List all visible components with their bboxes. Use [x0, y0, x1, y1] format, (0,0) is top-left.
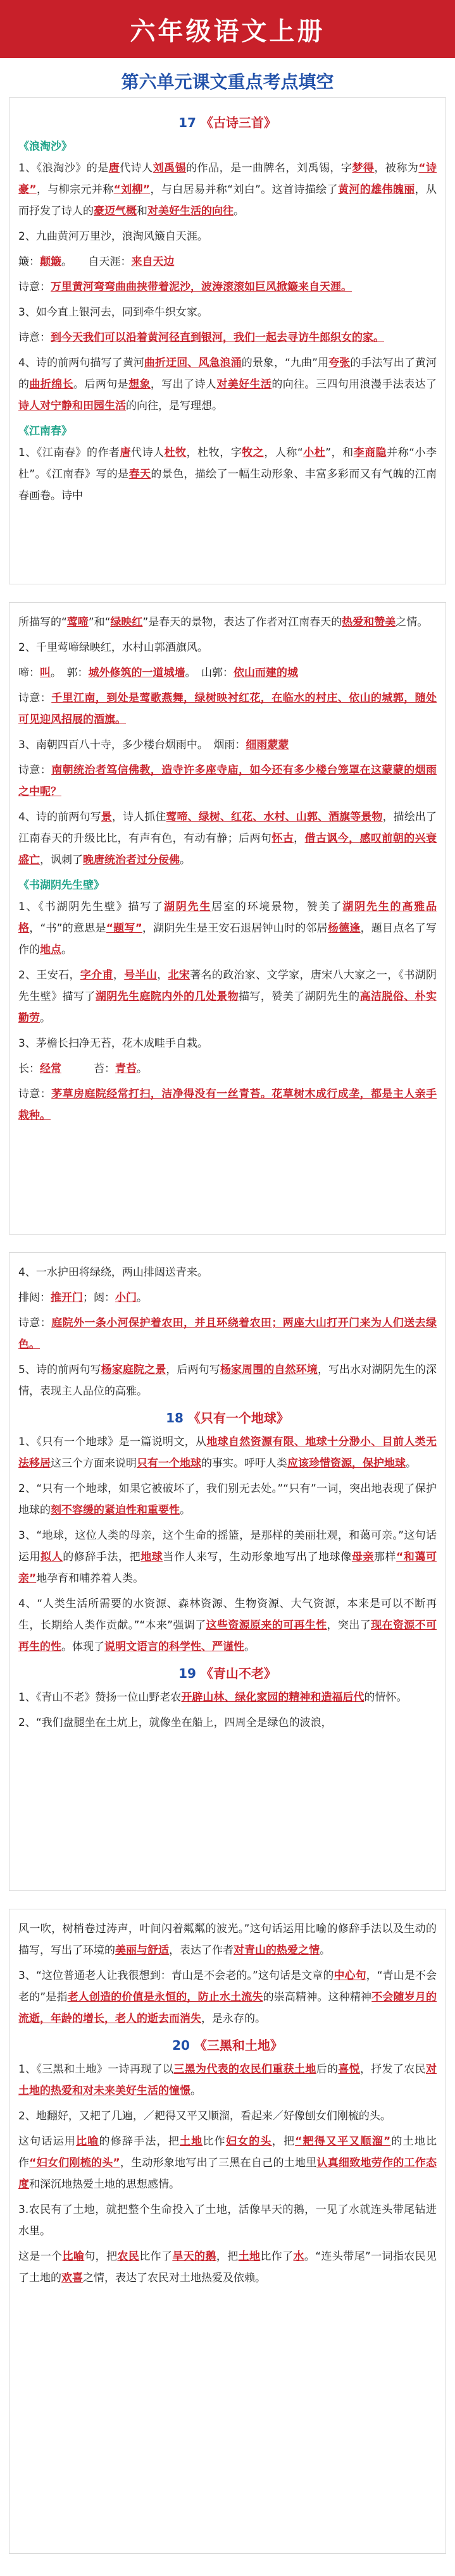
- paragraph: [18, 1033, 437, 1054]
- text-segment: 的向往，是写理想。: [126, 400, 223, 412]
- text-segment: 的情怀。: [364, 1691, 408, 1704]
- answer-text: 杨德逢: [327, 922, 361, 935]
- answer-text: 拟人: [41, 1551, 63, 1563]
- answer-text: 万里黄河弯弯曲曲挟带着泥沙，波涛滚滚如巨风掀簸来自天涯。: [51, 281, 352, 293]
- text-segment: 的崇高精神。这种精神: [263, 1991, 372, 2004]
- text-segment: 地孕育和哺养着人类。: [36, 1572, 144, 1585]
- text-segment: ，表达了作者: [169, 1944, 234, 1957]
- section-title: 《古诗三首》: [200, 115, 277, 130]
- text-segment: ，后两句写: [166, 1364, 220, 1376]
- text-segment: 2、地翻好，又耙了几遍，／耙得又平又顺溜，看起来／好像刨女们刚梳的头。: [18, 2110, 391, 2123]
- answer-text: 对美好生活: [216, 378, 272, 391]
- answer-text: 细雨蒙蒙: [246, 739, 289, 751]
- answer-text: 刘禹锡: [153, 162, 187, 175]
- section-heading-18: [18, 1407, 437, 1429]
- paragraph: [18, 352, 437, 417]
- paragraph: [18, 1262, 437, 1283]
- answer-text: 字介甫: [80, 969, 113, 982]
- answer-text: 绿映红: [110, 616, 143, 629]
- paragraph: [18, 806, 437, 871]
- paragraph: [18, 1712, 437, 1734]
- text-segment: 。: [234, 205, 244, 218]
- answer-text: 喜悦: [338, 2063, 361, 2076]
- paragraph: [18, 251, 437, 273]
- paragraph: [18, 964, 437, 1029]
- answer-text: 城外修筑的一道城墙: [88, 667, 185, 679]
- text-segment: ，把: [216, 2250, 239, 2263]
- text-segment: 2、“只有一个地球，如果它被破坏了，我们别无去处。”“只有”一词，突出地表现了保护地球的: [18, 1482, 437, 1517]
- answer-text: 对美好生活的向往: [147, 205, 234, 218]
- text-segment: 这是一个: [18, 2250, 63, 2263]
- text-segment: 2、“我们盘腿坐在土炕上，就像坐在船上，四周全是绿色的波浪，: [18, 1716, 332, 1729]
- text-segment: 和深沉地热爱土地的思想感情。: [29, 2178, 180, 2191]
- text-segment: 的手法写出了黄河的: [18, 357, 437, 391]
- text-segment: 。: [180, 854, 190, 866]
- text-segment: ，抒发了农民: [360, 2063, 427, 2076]
- paragraph: [18, 1083, 437, 1126]
- answer-text: 经常: [40, 1063, 61, 1075]
- text-segment: 4、诗的前两句写: [18, 811, 101, 823]
- text-segment: 1、《三黑和土地》一诗再现了以: [18, 2063, 174, 2076]
- paragraph: [18, 1287, 437, 1309]
- answer-text: 春天: [128, 468, 151, 481]
- answer-text: 认真细致地劳作的工作态度: [18, 2157, 437, 2191]
- answer-text: 应该珍惜资源，保护地球: [287, 1457, 406, 1470]
- text-segment: 所描写的“: [18, 616, 67, 629]
- answer-text: 这些资源原来的可再生性: [206, 1619, 327, 1632]
- text-segment: 后的: [316, 2063, 339, 2076]
- answer-text: 南朝统治者笃信佛教，造寺许多座寺庙，如今还有多少楼台笼罩在这蒙蒙的烟雨之中呢？: [18, 764, 437, 798]
- answer-text: 比喻: [76, 2135, 99, 2148]
- text-segment: 风一吹，树梢卷过涛声，叶间闪着粼粼的波光。”这句话运用比喻的修辞手法以及生动的描写，写出了环境的: [18, 1923, 437, 1957]
- text-segment: 居室的环境景物，赞美了: [211, 901, 343, 913]
- answer-text: 青苔: [115, 1063, 137, 1075]
- answer-text: 母亲: [351, 1551, 374, 1563]
- paragraph: [18, 1593, 437, 1658]
- answer-text: 借古讽今，感叹前朝的兴衰盛亡: [18, 832, 437, 866]
- text-segment: 。体现了: [61, 1641, 104, 1653]
- paragraph: [18, 687, 437, 730]
- text-segment: 的修辞手法，把: [63, 1551, 141, 1563]
- text-segment: 3、南朝四百八十寺，多少楼台烟雨中。 烟雨：: [18, 739, 246, 751]
- text-segment: 1、《青山不老》赞扬一位山野老农: [18, 1691, 182, 1704]
- section-number: 17: [178, 115, 196, 130]
- answer-text: 诗人对宁静和田园生活: [18, 400, 126, 412]
- answer-text: 欢喜: [61, 2272, 83, 2284]
- text-segment: 5、诗的前两句写: [18, 1364, 101, 1376]
- answer-text: 热爱和赞美: [342, 616, 396, 629]
- answer-text: 依山而建的城: [234, 667, 298, 679]
- answer-text: 比喻: [62, 2250, 85, 2263]
- answer-text: “和蔼可亲”: [18, 1551, 437, 1585]
- answer-text: 旱天的鹅: [172, 2250, 216, 2263]
- answer-text: 推开门: [51, 1291, 83, 1304]
- text-segment: 的作品，是一曲牌名，刘禹锡，字: [186, 162, 352, 175]
- text-segment: 代诗人: [120, 162, 153, 175]
- answer-text: 杜牧: [164, 447, 187, 459]
- text-segment: ，写出了诗人: [150, 378, 217, 391]
- text-segment: ，杜牧，字: [186, 447, 242, 459]
- text-segment: ，“书”的意思是: [29, 922, 106, 935]
- answer-text: 晚唐统治者过分佞佛: [83, 854, 180, 866]
- answer-text: 景: [101, 811, 112, 823]
- text-segment: 3.农民有了土地，就把整个生命投入了土地，活像早天的鹅，一见了水就连头带尾钻进水里。: [18, 2203, 437, 2238]
- section-title: 《三黑和土地》: [194, 2038, 283, 2053]
- paragraph: [18, 302, 437, 323]
- section-number: 19: [178, 1666, 196, 1681]
- text-segment: 。: [320, 1944, 330, 1957]
- page-header: [0, 0, 455, 58]
- text-segment: ，湖阴先生是王安石退居钟山时的邻居: [142, 922, 328, 935]
- answer-text: 高洁脱俗、朴实勤劳: [18, 990, 437, 1025]
- text-segment: 诗意：: [18, 331, 51, 344]
- answer-text: 水: [293, 2250, 304, 2263]
- text-segment: 之情。: [396, 616, 428, 629]
- answer-text: 唐: [120, 447, 132, 459]
- answer-text: 想象: [128, 378, 151, 391]
- text-segment: 比作了: [260, 2250, 294, 2263]
- answer-text: 小杜: [302, 447, 326, 459]
- paragraph: [18, 637, 437, 658]
- text-segment: 4、“人类生活所需要的水资源、森林资源、生物资源、大气资源，本来是可以不断再生，长期给人类作贡献。”“本来”强调了: [18, 1598, 437, 1632]
- text-segment: ，被称为: [374, 162, 419, 175]
- text-segment: 这三个方面来说明: [51, 1457, 137, 1470]
- answer-text: 莺啼、绿树、红花、水村、山郭、酒旗等景物: [166, 811, 383, 823]
- section-title: 《青山不老》: [200, 1666, 277, 1681]
- paragraph: [18, 226, 437, 247]
- paragraph: [18, 760, 437, 803]
- section-heading-20: [18, 2035, 437, 2056]
- text-segment: 啼：: [18, 667, 40, 679]
- paragraph: [18, 157, 437, 222]
- text-segment: ，与白居易并称“刘白”。这首诗描绘了: [150, 183, 338, 196]
- text-segment: 。: [137, 1291, 147, 1304]
- answer-text: 夸张: [328, 357, 351, 369]
- paragraph: [18, 2059, 437, 2102]
- paragraph: [18, 1478, 437, 1521]
- answer-text: 小门: [115, 1291, 137, 1304]
- text-segment: ，诗人抓住: [111, 811, 166, 823]
- paragraph: [18, 2246, 437, 2289]
- text-segment: 。 自天涯：: [61, 256, 132, 268]
- text-segment: ，“青山是不会老的”是指: [18, 1969, 437, 2004]
- paragraph: [18, 442, 437, 507]
- answer-text: “诗豪”: [18, 162, 437, 196]
- answer-text: 中心句: [333, 1969, 366, 1982]
- text-segment: 的修辞手法，把: [99, 2135, 180, 2148]
- text-segment: ，生动形象地写出了三黑在自己的土地里: [120, 2157, 317, 2169]
- answer-text: 杨家周围的自然环境: [220, 1364, 318, 1376]
- text-segment: 。“连头带尾”一词指农民见了土地的: [18, 2250, 437, 2284]
- text-segment: 的土地比作: [18, 2135, 437, 2169]
- answer-text: 千里江南，到处是莺歌燕舞，绿树映衬红花，在临水的村庄、依山的城郭，随处可见迎风招展的酒旗。: [18, 692, 437, 726]
- text-segment: 诗意：: [18, 764, 52, 777]
- text-segment: ，突出了: [327, 1619, 371, 1632]
- answer-text: 到今天我们可以沿着黄河径直到银河，我们一起去寻访牛郎织女的家。: [51, 331, 384, 344]
- text-segment: ”，和: [325, 447, 354, 459]
- answer-text: “题写”: [106, 922, 142, 935]
- answer-text: 庭院外一条小河保护着农田，并且环绕着农田；两座大山打开门来为人们送去绿色。: [18, 1317, 437, 1351]
- answer-text: 号半山: [124, 969, 158, 982]
- answer-text: 北宋: [168, 969, 190, 982]
- answer-text: 只有一个地球: [137, 1457, 201, 1470]
- text-segment: 。: [244, 1641, 255, 1653]
- paragraph: [18, 1965, 437, 2030]
- answer-text: 地球自然资源有限、地球十分渺小、目前人类无法移居: [18, 1436, 437, 1470]
- text-segment: ，把: [271, 2135, 296, 2148]
- text-segment: 4、诗的前两句描写了黄河: [18, 357, 144, 369]
- paragraph: [18, 1431, 437, 1474]
- paragraph: [18, 2131, 437, 2195]
- text-segment: 和: [137, 205, 147, 218]
- text-segment: 诗意：: [18, 692, 52, 705]
- paragraph: [18, 327, 437, 348]
- text-segment: ，人称“: [264, 447, 303, 459]
- text-segment: 1、《浪淘沙》的是: [18, 162, 109, 175]
- answer-text: 对青山的热爱之情: [234, 1944, 320, 1957]
- answer-text: 老人创造的价值是永恒的，防止水土流失: [67, 1991, 263, 2004]
- answer-text: 三黑为代表的农民们重获土地: [173, 2063, 316, 2076]
- text-segment: 3、“这位普通老人让我很想到：青山是不会老的。”这句话是文章的: [18, 1969, 334, 1982]
- text-segment: 那样: [374, 1551, 397, 1563]
- answer-text: 说明文语言的科学性、严谨性: [104, 1641, 244, 1653]
- text-segment: ；闼：: [83, 1291, 115, 1304]
- content-card-3: [9, 1252, 446, 1891]
- text-segment: 2、千里莺啼绿映红，水村山郭酒旗风。: [18, 641, 208, 654]
- answer-text: 曲折绵长: [29, 378, 74, 391]
- answer-text: 农民: [117, 2250, 140, 2263]
- text-segment: 比作: [203, 2135, 226, 2148]
- text-segment: 长：: [18, 1063, 40, 1075]
- page-title: 六年级语文上册: [130, 16, 325, 46]
- answer-text: 莺啼: [66, 616, 89, 629]
- poem-heading: 《书湖阴先生壁》: [18, 879, 104, 892]
- text-segment: ”和“: [88, 616, 111, 629]
- section-number: 20: [172, 2038, 190, 2053]
- answer-text: 妇女的头: [225, 2135, 272, 2148]
- section-heading-19: [18, 1663, 437, 1684]
- text-segment: 1、《书湖阴先生壁》描写了: [18, 901, 164, 913]
- text-segment: 诗意：: [18, 1317, 52, 1329]
- text-segment: ，: [294, 832, 305, 845]
- paragraph: [18, 1918, 437, 1961]
- answer-text: 牧之: [242, 447, 265, 459]
- text-segment: 2、九曲黄河万里沙，浪淘风簸自天涯。: [18, 230, 208, 243]
- answer-text: 开辟山林、绿化家园的精神和造福后代: [181, 1691, 365, 1704]
- answer-text: 地球: [140, 1551, 163, 1563]
- text-segment: ，从而抒发了诗人的: [18, 183, 437, 218]
- answer-text: 刻不容缓的紧迫性和重要性: [51, 1504, 180, 1517]
- paragraph: [18, 662, 437, 684]
- answer-text: 颠簸: [40, 256, 61, 268]
- paragraph: [18, 734, 437, 756]
- text-segment: ，: [157, 969, 168, 982]
- text-segment: 句，把: [84, 2250, 118, 2263]
- page-subtitle: 第六单元课文重点考点填空: [121, 71, 334, 92]
- text-segment: 。: [40, 1012, 51, 1025]
- paragraph: [18, 1312, 437, 1355]
- text-segment: ，: [113, 969, 125, 982]
- answer-text: 李商隐: [353, 447, 387, 459]
- text-segment: 诗意：: [18, 1088, 52, 1100]
- answer-text: 唐: [108, 162, 120, 175]
- paragraph: [18, 1359, 437, 1402]
- text-segment: 1、《只有一个地球》是一篇说明文，从: [18, 1436, 207, 1448]
- paragraph: [18, 2105, 437, 2127]
- text-segment: 。: [137, 1063, 147, 1075]
- content-card-2: [9, 602, 446, 1235]
- content-card-4: [9, 1909, 446, 2554]
- text-segment: 。: [190, 2085, 201, 2097]
- answer-text: 茅草房庭院经常打扫，洁净得没有一丝青苔。花草树木成行成垄，都是主人亲手栽种。: [18, 1088, 437, 1122]
- answer-text: 美丽与舒适: [115, 1944, 169, 1957]
- answer-text: 梦得: [352, 162, 375, 175]
- answer-text: 现在资源不可再生的性: [18, 1619, 437, 1653]
- paragraph: [18, 2199, 437, 2242]
- text-segment: ，题目点名了写作的: [18, 922, 437, 956]
- text-segment: 3、如今直上银河去，同到牵牛织女家。: [18, 306, 208, 319]
- answer-text: 土地: [238, 2250, 261, 2263]
- text-segment: 当作人来写，生动形象地写出了地球像: [163, 1551, 352, 1563]
- content-card-1: [9, 97, 446, 584]
- text-segment: ，讽刺了: [40, 854, 83, 866]
- text-segment: 苔：: [61, 1063, 115, 1075]
- answer-text: 叫: [40, 667, 51, 679]
- section-number: 18: [166, 1410, 184, 1426]
- paragraph: [18, 276, 437, 298]
- text-segment: 诗意：: [18, 281, 51, 293]
- text-segment: 。: [406, 1457, 416, 1470]
- text-segment: 簸：: [18, 256, 40, 268]
- text-segment: 描写，赞美了湖阴先生的: [239, 990, 360, 1003]
- text-segment: ”是春天的景物，表达了作者对江南春天的: [142, 616, 342, 629]
- answer-text: 湖阴先生的高雅品格: [18, 901, 437, 935]
- paragraph: [18, 1525, 437, 1589]
- text-segment: 3、茅檐长扫净无苔，花木成畦手自栽。: [18, 1037, 208, 1050]
- answer-text: 不会随岁月的流逝，年龄的增长，老人的逝去而消失: [18, 1991, 437, 2025]
- answer-text: 豪迈气概: [94, 205, 137, 218]
- answer-text: “耙得又平又顺溜”: [295, 2135, 391, 2148]
- text-segment: 这句话运用: [18, 2135, 77, 2148]
- section-title: 《只有一个地球》: [187, 1410, 289, 1426]
- paragraph: [18, 896, 437, 961]
- paragraph: [18, 1058, 437, 1080]
- answer-text: 土地: [180, 2135, 203, 2148]
- poem-heading: 《浪淘沙》: [18, 140, 72, 153]
- answer-text: 黄河的雄伟魄丽: [337, 183, 415, 196]
- answer-text: “刘柳”: [113, 183, 151, 196]
- text-segment: 1、《江南春》的作者: [18, 447, 120, 459]
- answer-text: 对土地的热爱和对未来美好生活的憧憬: [18, 2063, 437, 2097]
- answer-text: 湖阴先生庭院内外的几处景物: [95, 990, 239, 1003]
- text-segment: 的景象，“九曲”用: [241, 357, 329, 369]
- poem-heading: 《江南春》: [18, 425, 72, 438]
- section-heading-17: [18, 112, 437, 133]
- text-segment: 排闼：: [18, 1291, 51, 1304]
- text-segment: 4、一水护田将绿绕，两山排闼送青来。: [18, 1266, 208, 1279]
- answer-text: “妇女们刚梳的头”: [29, 2157, 120, 2169]
- text-segment: 。 郭：: [51, 667, 89, 679]
- text-segment: 2、王安石，: [18, 969, 80, 982]
- text-segment: 比作了: [139, 2250, 173, 2263]
- text-segment: 的向往。三四句用浪漫手法表达了: [271, 378, 437, 391]
- text-segment: 代诗人: [131, 447, 165, 459]
- paragraph: [18, 1687, 437, 1708]
- text-segment: ，与柳宗元并称: [36, 183, 114, 196]
- text-segment: 的景色，描绘了一幅生动形象、丰富多彩而又有气魄的江南春画卷。诗中: [18, 468, 437, 502]
- answer-text: 湖阴先生: [163, 901, 212, 913]
- paragraph: [18, 612, 437, 633]
- answer-text: 怀古: [271, 832, 294, 845]
- text-segment: 并称“小李杜”。《江南春》写的是: [18, 447, 437, 481]
- answer-text: 地点: [40, 944, 61, 956]
- text-segment: ，是永存的。: [201, 2012, 266, 2025]
- text-segment: 之情，表达了农民对土地热爱及依赖。: [83, 2272, 266, 2284]
- text-segment: 3、“地球，这位人类的母亲，这个生命的摇篮，是那样的美丽壮观，和蔼可亲。”这句话运用: [18, 1529, 437, 1563]
- answer-text: 杨家庭院之景: [101, 1364, 166, 1376]
- text-segment: 的事实。呼吁人类: [201, 1457, 287, 1470]
- text-segment: ，写出水对湖阴先生的深情，表现主人品位的高雅。: [18, 1364, 437, 1398]
- text-segment: 。: [180, 1504, 190, 1517]
- text-segment: 著名的政治家、文学家，唐宋八大家之一，《书湖阴先生壁》描写了: [18, 969, 437, 1003]
- text-segment: 。: [61, 944, 72, 956]
- answer-text: 曲折迂回、风急浪涌: [144, 357, 242, 369]
- answer-text: 来自天边: [131, 256, 175, 268]
- text-segment: 。后两句是: [73, 378, 129, 391]
- text-segment: 。 山郭：: [185, 667, 234, 679]
- text-segment: ，描绘出了江南春天的升级比比，有声有色，有动有静；后两句: [18, 811, 437, 845]
